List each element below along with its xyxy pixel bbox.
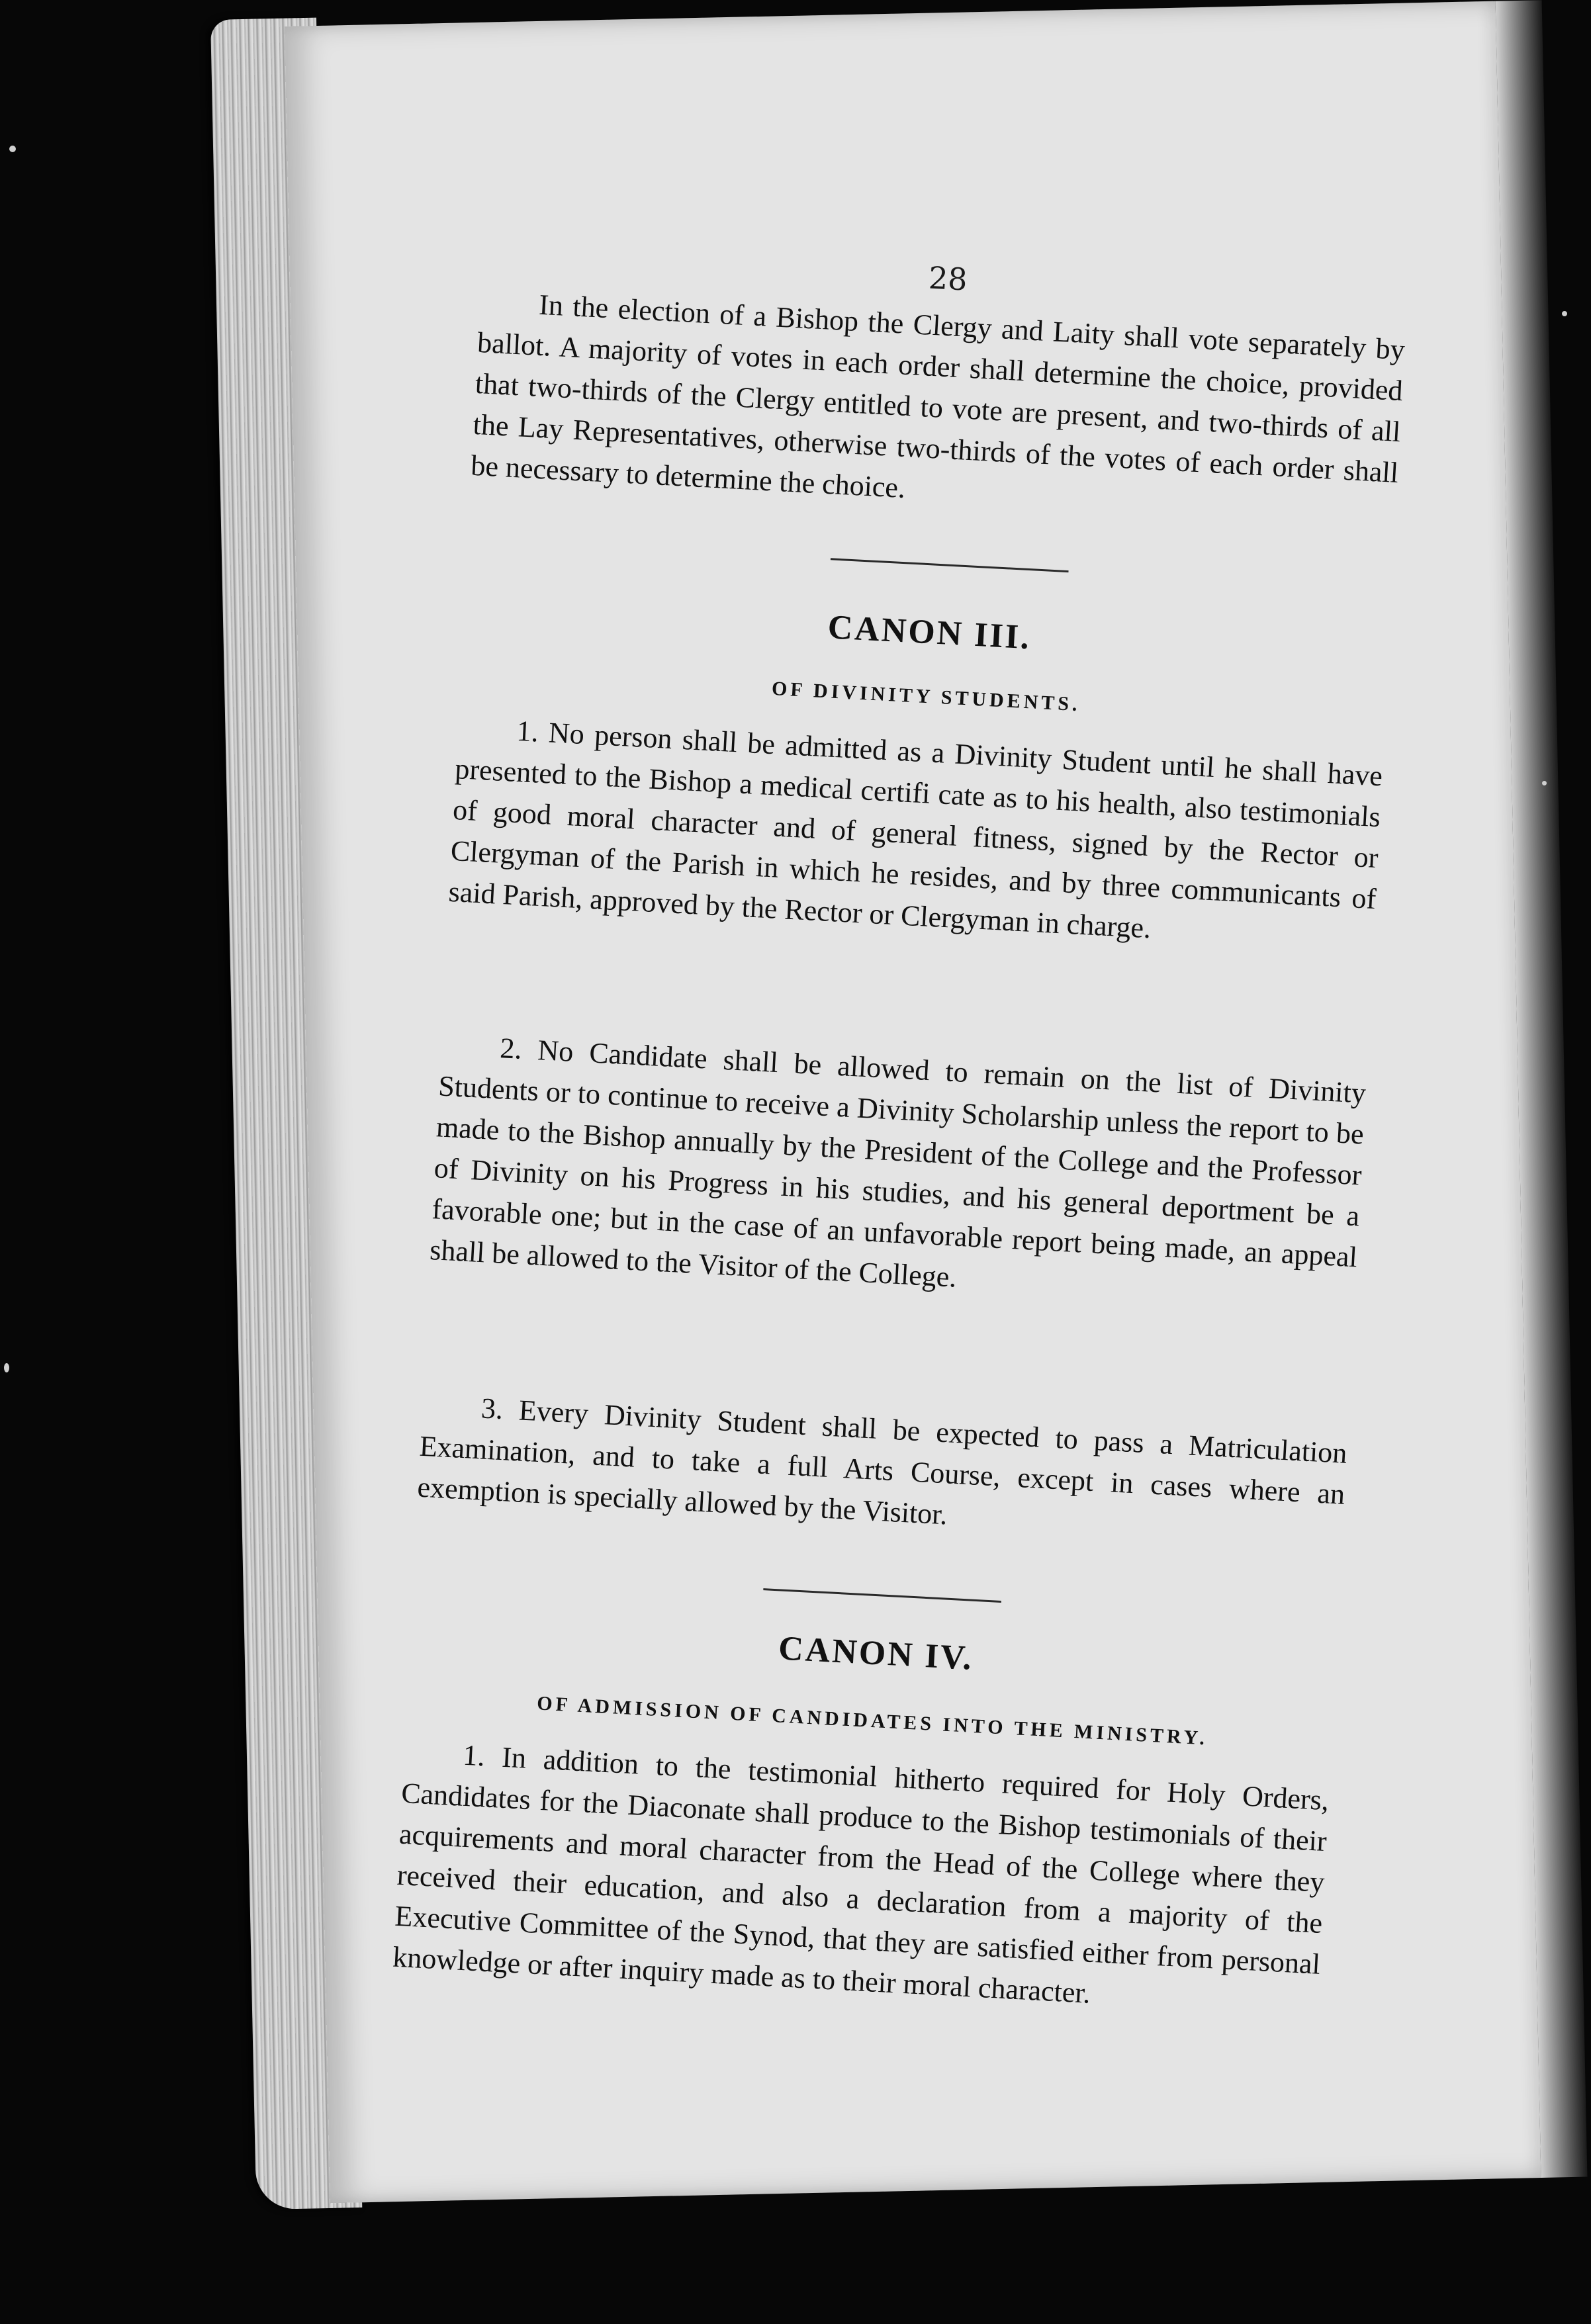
- scan-speck: [1562, 311, 1567, 316]
- printed-page: [285, 1, 1541, 2204]
- page-number: 28: [927, 259, 969, 298]
- section-divider-2: [763, 1588, 1001, 1603]
- canon-3-section-2: 2. No Candidate shall be allowed to remain on the list of Divinity Students or to continue to receive a Divinity Scholarship unless the report to be made to the Bishop annually by the President of the College and the Professor of Divinity on his Progress in his studies, and his general deportment be a favorable one; but in the case of an unfavorable report being made, an appeal shall be allowed to the Visitor of the College.: [429, 1032, 1367, 1294]
- scan-speck: [1542, 781, 1547, 785]
- canon-3-section-1: 1. No person shall be admitted as a Divinity Student until he shall have presented to the Bishop a medical certifi cate as to his health, also testimonials of good moral character and of general fitness, signed by the Rector or Clergyman of the Parish in which he resides, and by three communicants of said Parish, approved by the Rector or Clergyman in charge.: [447, 714, 1384, 945]
- canon-4-title: CANON IV.: [777, 1629, 975, 1677]
- scan-speck: [9, 146, 16, 152]
- canon-3-subtitle: OF DIVINITY STUDENTS.: [771, 677, 1081, 716]
- canon-3-title: CANON III.: [827, 608, 1032, 657]
- intro-paragraph: In the election of a Bishop the Clergy and Laity shall vote separately by ballot. A majority of votes in each order shall determine the choice, provided that two-thirds of the Clergy entitled to vote are present, and two-thirds of all the Lay Representatives, otherwise two-thirds of the votes of each order shall be necessary to determine the choice.: [470, 288, 1406, 505]
- scan-speck: [4, 1363, 9, 1372]
- canon-3-section-3: 3. Every Divinity Student shall be expected to pass a Matriculation Examination, and to take a full Arts Course, except in cases where an exemption is specially allowed by the Visitor.: [416, 1392, 1348, 1531]
- canon-4-section-1: 1. In addition to the testimonial hitherto required for Holy Orders, Candidates for the Diaconate shall produce to the Bishop testimonials of their acquirements and moral character from the Head of the College where they received their education, and also a declaration from a majority of the Executive Committee of the Synod, that they are satisfied either from personal knowledge or after inquiry made as to their moral character.: [392, 1738, 1330, 2010]
- canon-4-subtitle: OF ADMISSION OF CANDIDATES INTO THE MINISTRY.: [536, 1692, 1208, 1750]
- section-divider: [831, 558, 1069, 572]
- text-block: [243, 0, 1567, 2221]
